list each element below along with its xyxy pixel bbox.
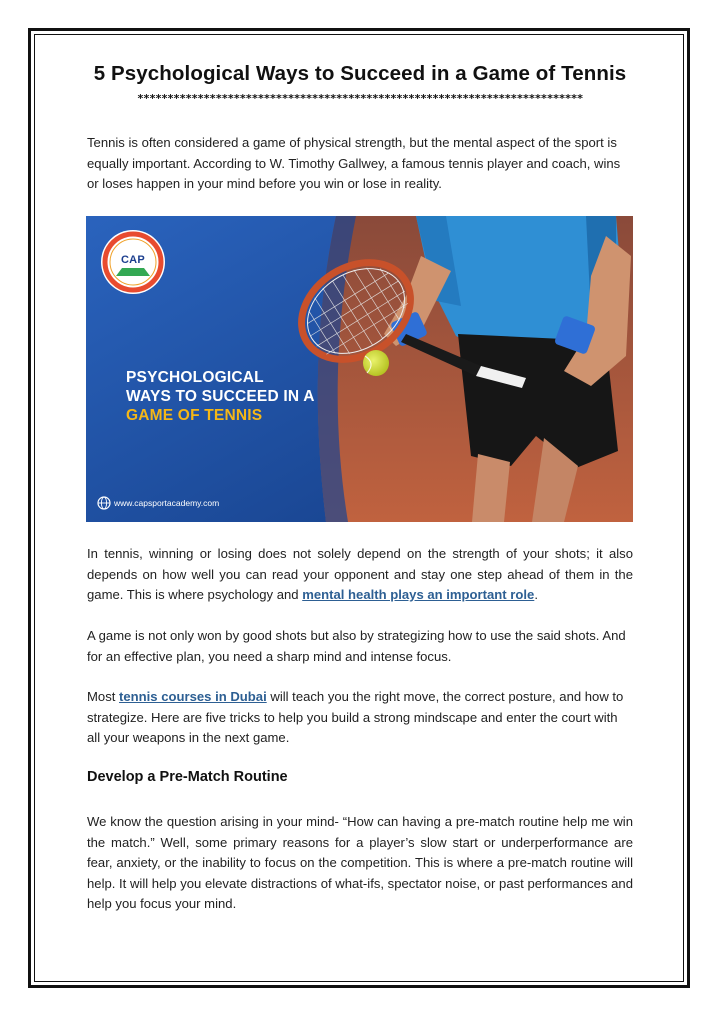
banner-website: www.capsportacademy.com: [114, 498, 220, 508]
title-divider: **************************************************************************: [137, 92, 583, 105]
intro-paragraph: Tennis is often considered a game of physical strength, but the mental aspect of the sport is equally important. According to W. Timothy Gallwey, a famous tennis player and coach, wins or loses happen in your mind before you win or lose in reality.: [87, 135, 621, 192]
banner-headline-line3: GAME OF TENNIS: [126, 407, 263, 424]
tennis-courses-link[interactable]: tennis courses in Dubai: [119, 689, 267, 704]
banner-headline-line1: PSYCHOLOGICAL: [126, 369, 264, 386]
paragraph-psychology: [87, 544, 633, 606]
paragraph-strategy: A game is not only won by good shots but also by strategizing how to use the said shots. And for an effective plan, you need a sharp mind and intense focus.: [87, 628, 626, 664]
paragraph-routine: We know the question arising in your mind- “How can having a pre-match routine help me win the match.” Well, some primary reasons for a player’s slow start or underperformance are fear, anxiety, or the inability to focus on the competition. This is where a pre-match routine will help. It will help you elevate distractions of what-ifs, spectator noise, or past performances and help you focus your mind.: [87, 814, 633, 912]
mental-health-link[interactable]: mental health plays an important role: [302, 587, 535, 603]
page-title: 5 Psychological Ways to Succeed in a Game of Tennis: [93, 62, 627, 85]
banner-headline-line2: WAYS TO SUCCEED IN A: [126, 388, 315, 405]
section-heading: Develop a Pre-Match Routine: [87, 769, 288, 785]
paragraph-courses: [87, 687, 633, 749]
paragraph-text: In tennis, winning or losing does not solely depend on the strength of your shots; it also depends on how well you can read your opponent and stay one step ahead of them in the game. This is where psychology and: [87, 546, 633, 603]
paragraph-text-end: .: [534, 587, 538, 603]
academy-logo: CAP: [120, 254, 146, 266]
paragraph-text-end: will teach you the right move, the correct posture, and how to strategize. Here are five tricks to help you build a strong mindscape and enter the court with all your weapons in the next game.: [87, 689, 624, 746]
banner-headline: [126, 368, 315, 425]
banner-image: [86, 216, 633, 522]
paragraph-text: Most: [87, 689, 120, 704]
